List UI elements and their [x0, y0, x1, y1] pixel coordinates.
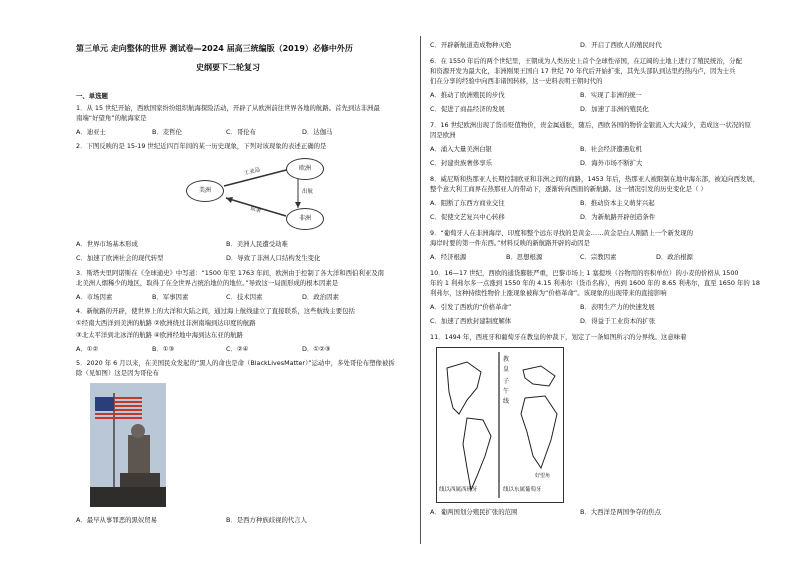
q3-option-a: A．市场因素	[76, 293, 113, 301]
q6-text-3: 们在分享的经验中向西非诸国转移，这一史料表明王朝时代的	[430, 77, 603, 85]
q10-option-b: B．表明生产力的快速发展	[580, 303, 655, 311]
q2-text: 2．下图反映的是 15-19 世纪近四百年间的某一历史现象，下列对该现象的表述正确的是	[76, 142, 327, 150]
map-label-zi: 子	[503, 378, 510, 385]
q6-option-b: B．实现了非洲的统一	[580, 91, 642, 99]
q3-option-c: C．技术因素	[226, 293, 263, 301]
q11-option-a: A．葡两国划分殖民扩张的范围	[430, 508, 518, 516]
q7-text-1: 7．16 世纪欧洲出现了货币贬值物价，贵金属通胀，随后，西欧各国的物价金银流入大大减少，造成这一状况的原	[430, 121, 751, 129]
q1-option-a: A．迪亚士	[76, 128, 106, 136]
q4-option-d: D．①②③	[302, 345, 331, 353]
q8-option-b: B．推动资本主义萌芽兴起	[580, 199, 655, 207]
europe-node: 欧洲	[286, 158, 324, 180]
q1-text-1: 1．从 15 世纪开始，西欧国家纷纷组织航海探险活动，开辟了从欧洲前往世界各地的航路。首先到达非洲最	[76, 104, 380, 112]
map-label-cape: 好望角	[535, 473, 551, 479]
q6-option-d: D．加速了非洲的殖民化	[580, 105, 649, 113]
q5-option-a: A．最早从事罪恶的黑奴贸易	[76, 516, 158, 524]
q10-text-1: 10．16—17 世纪，西欧的通货膨胀严重，巴黎市场上 1 塞提埃（谷物用的容积单位）的小麦的价格从 1500	[430, 269, 739, 277]
q10-text-2: 年的 1 利弗尔多一点涨到 1550 年的 4.15 利弗尔（货币名称），再到 1600 年的 8.65 利弗尔，直至 1650 年的 18	[430, 279, 760, 287]
q9-text-1: 9．“葡萄牙人在非洲海岸、印度和整个远东寻找的是黄金……黄金是白人刚踏上一个新发现的	[430, 229, 693, 237]
q8-option-a: A．阻断了东西方商业交往	[430, 199, 505, 207]
q7-text-2: 因是欧洲	[430, 131, 456, 139]
q3-option-d: D．政治因素	[302, 293, 339, 301]
q4-option-a: A．①②	[76, 345, 99, 353]
q4-option-c: C．②④	[226, 345, 249, 353]
q4-text: 4．新航路的开辟，使世界上的大洋和大陆之间，通过海上航线建立了直接联系，这些航线主要包括	[76, 307, 355, 315]
document-title-line1: 第三单元 走向整体的世界 测试卷—2024 届高三统编版（2019）必修中外历	[76, 44, 353, 53]
section-heading: 一、单选题	[76, 92, 108, 100]
q8-text-1: 8．威尼斯和热那亚人长期控制欧亚和非洲之间的商路，1453 年后，热那亚人被限制在地中海东部，被迫向西发展，	[430, 175, 760, 183]
q2-option-a: A．世界市场基本形成	[76, 240, 138, 248]
q7-option-b: B．社会经济遭遇危机	[580, 145, 642, 153]
map-label-jiao: 教	[503, 356, 510, 363]
q1-option-d: D．达伽马	[302, 128, 333, 136]
q9-option-d: D．政治根源	[656, 253, 693, 261]
triangle-trade-diagram	[186, 156, 346, 230]
q4-item-2: ③北太平洋到北冰洋的航路 ④欧洲经地中海到达东亚的航路	[76, 331, 243, 339]
q10-text-3: 利弗尔，这种持续性物价上涨现象被称为“价格革命”。该现象的出现带来的直接影响	[430, 289, 667, 297]
q5-text-2: 除（见如图）这是因为哥伦布	[76, 369, 160, 377]
column-divider	[420, 36, 421, 544]
q4-option-b: B．①③	[152, 345, 175, 353]
map-label-east: 线以东属葡萄牙	[503, 487, 542, 493]
america-node: 美洲	[186, 180, 224, 202]
q9-option-a: A．经济根源	[430, 253, 467, 261]
q8-option-c: C．促使文艺复兴中心转移	[430, 213, 505, 221]
map-label-wu: 午	[503, 388, 510, 395]
q10-option-a: A．引发了西欧的“价格革命”	[430, 303, 512, 311]
q5-text-1: 5．2020 年 6 月以来，在美国民众发起的“黑人的命也是命（BlackLivesMatter）”运动中，多处哥伦布塑像被拆	[76, 359, 395, 367]
q9-option-b: B．思想根源	[506, 253, 543, 261]
map-label-huang: 皇	[503, 366, 510, 373]
q1-option-c: C．哥伦布	[226, 128, 257, 136]
q5-option-c: C．开辟新航道造成物种灭绝	[430, 41, 512, 49]
q8-option-d: D．为新航路开辟创造条件	[580, 213, 656, 221]
q2-option-c: C．加速了欧洲社会的现代转型	[76, 254, 164, 262]
africa-node: 非洲	[286, 208, 324, 230]
q10-option-d: D．得益于工业资本的扩张	[580, 317, 656, 325]
q9-option-c: C．宗教因素	[580, 253, 617, 261]
q8-text-2: 整个意大利工商界在热那亚人的带动下，逐渐转向西面的新航路。这一情况引发的历史变化是（ ）	[430, 185, 707, 193]
q5-option-d: D．开启了西欧人的殖民时代	[580, 41, 662, 49]
map-label-xian: 线	[503, 398, 510, 405]
q2-option-d: D．导致了非洲人口结构发生变化	[226, 254, 321, 262]
demarcation-map	[436, 347, 564, 503]
q6-option-c: C．促进了商品经济的发展	[430, 105, 505, 113]
q6-option-a: A．推动了欧洲殖民的步伐	[430, 91, 505, 99]
q2-option-b: B．美洲人民遭受劫难	[226, 240, 288, 248]
toppled-statue-photo	[90, 383, 166, 507]
q1-option-b: B．麦哲伦	[152, 128, 182, 136]
q9-text-2: 海岸时要的第一件东西。”材料反映的新航路开辟的动因是	[430, 239, 590, 247]
q7-option-a: A．涌入大量美洲白银	[430, 145, 492, 153]
q6-text-1: 6．在 1550 年后的两个世纪里，王朝成为人类历史上首个全球性帝国，在辽阔的土地上进行了殖民统治，分配	[430, 57, 742, 65]
q3-option-b: B．军事因素	[152, 293, 189, 301]
q5-option-b: B．是西方种族歧视的代言人	[226, 516, 308, 524]
q10-option-c: C．加速了西欧封建制度解体	[430, 317, 512, 325]
q7-option-c: C．封建贵族奢侈享乐	[430, 159, 492, 167]
q3-text-2: 北美洲人烟稀少的地区，取得了在全世界占统治地位的地位。”导致这一局面形成的根本因素是	[76, 279, 339, 287]
document-title-line2: 史纲要下二轮复习	[196, 63, 260, 72]
diagram-label-3: 奴隶	[249, 205, 262, 215]
q1-text-2: 南端“好望角”的航海家是	[76, 114, 147, 122]
statue-photo-image	[90, 383, 166, 507]
map-label-west: 线以西属西班牙	[439, 487, 478, 493]
diagram-label-1: 工业品	[243, 167, 261, 177]
q3-text-1: 3．斯塔夫里阿诺斯在《全球通史》中写道：“1500 年至 1763 年间，欧洲由于控制了各大洋和西伯利亚及南	[76, 269, 385, 277]
q11-text: 11．1494 年，西班牙和葡萄牙在教皇的仲裁下，划定了一条如图所示的分界线。这意味着	[430, 333, 687, 341]
q7-option-d: D．海外市场不断扩大	[580, 159, 643, 167]
q4-item-1: ①经南大西洋到美洲的航路 ②欧洲绕过非洲南端到达印度的航路	[76, 319, 256, 327]
q11-option-b: B．大西洋是两国争夺的焦点	[580, 508, 662, 516]
diagram-label-2: 出航	[302, 189, 314, 195]
q6-text-2: 和资源开发为最大化，非洲刚果王国自 17 世纪 70 年代后开始扩张，其先头部队到达里约热内卢，因为士兵	[430, 67, 736, 75]
